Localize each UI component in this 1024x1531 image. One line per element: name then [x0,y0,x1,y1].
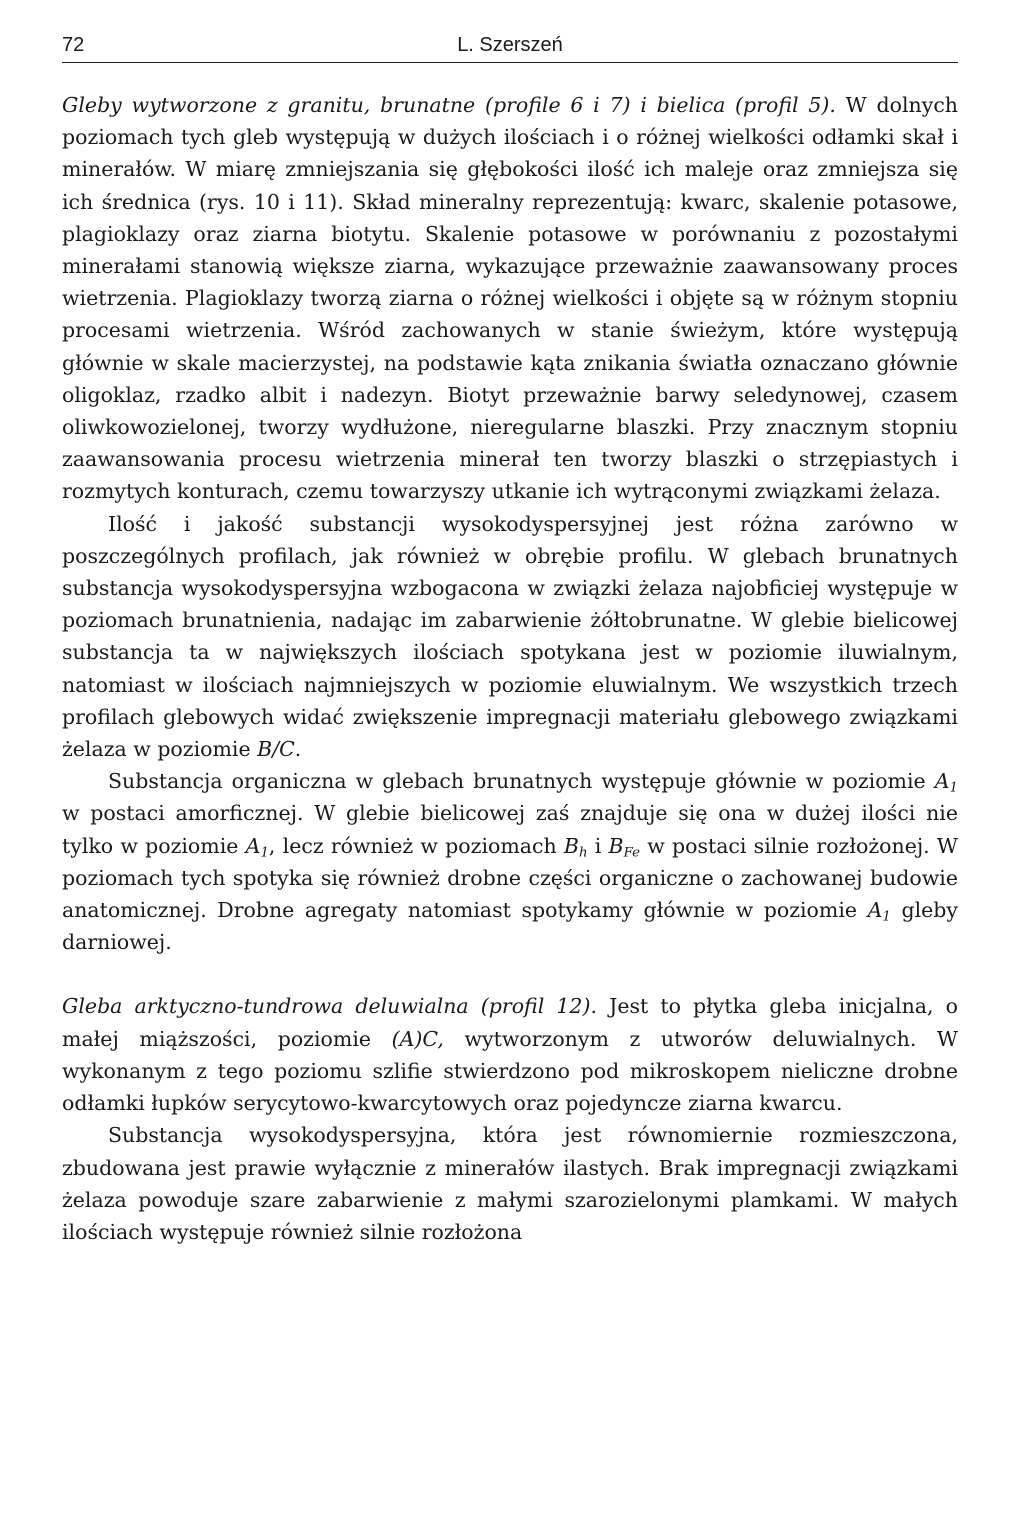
paragraph-text: Jest to płytka gleba inicjalna, o małej miąższości, poziomie [62,994,958,1051]
running-head [62,30,958,63]
running-head-author: L. Szerszeń [457,34,563,56]
paragraph-dispersed-substance [62,508,958,766]
page-number: 72 [62,34,85,56]
paragraph-text: gleby darniowej. [62,898,958,955]
paragraph-text: Substancja organiczna w glebach brunatnych występuje głównie w poziomie [108,769,935,794]
paragraph-text: , lecz również w poziomach [268,833,564,858]
body-text [62,89,958,1248]
paragraph-text: Ilość i jakość substancji wysokodyspersyjnej jest różna zarówno w poszczególnych profilach, jak również w obrębie profilu. W glebach brunatnych substancja wysokodyspersyjna wzbogacona w związki żelaza najobficiej występuje w poziomach brunatnienia, nadając im zabarwienie żółtobrunatne. W glebie bielicowej substancja ta w największych ilościach spotykana jest w poziomie iluwialnym, natomiast w ilościach najmniejszych w poziomie eluwialnym. We wszystkich trzech profilach glebowych widać zwiększenie impregnacji materiału glebowego związkami żelaza w poziomie [62,511,958,762]
horizon-symbol: $A_1$ [245,833,269,860]
paragraph-text: W dolnych poziomach tych gleb występują w dużych ilościach i o różnej wielkości odłamki skał i minerałów. W miarę zmniejszania się głębokości ilość ich maleje oraz zmniejsza się ich średnica (rys. 10 i 11). Skład mineralny reprezentują: kwarc, skalenie potasowe, plagioklazy oraz ziarna biotytu. Skalenie potasowe w porównaniu z pozostałymi minerałami stanowią większe ziarna, wykazujące przeważnie zaawansowany proces wietrzenia. Plagioklazy tworzą ziarna o różnej wielkości i objęte są w różnym stopniu procesami wietrzenia. Wśród zachowanych w stanie świeżym, które występują głównie w skale macierzystej, na podstawie kąta znikania światła oznaczano głównie oligoklaz, rzadko albit i nadezyn. Biotyt przeważnie barwy seledynowej, czasem oliwkowozielonej, tworzy wydłużone, nieregularne blaszki. Przy znacznym stopniu zaawansowania procesu wietrzenia minerał ten tworzy blaszki o strzępiastych i rozmytych konturach, czemu towarzyszy utkanie ich wytrąconymi związkami żelaza. [62,93,959,504]
paragraph-text: Substancja wysokodyspersyjna, która jest równomiernie rozmieszczona, zbudowana jest prawie wyłącznie z minerałów ilastych. Brak impregnacji związkami żelaza powoduje szare zabarwienie z małymi szarozielonymi plamkami. W małych ilościach występuje również silnie rozłożona [62,1123,958,1244]
horizon-symbol: $A_1$ [934,769,958,796]
paragraph-text: . [294,737,302,762]
paragraph-text: w postaci silnie rozłożonej. W poziomach tych spotyka się również drobne części organiczne o zachowanej budowie anatomicznej. Drobne agregaty natomiast spotykamy głównie w poziomie [62,833,958,923]
horizon-symbol: B/C [257,737,295,762]
horizon-symbol: $B_{Fe}$ [608,833,641,860]
section-heading-arctic-tundra-soil: Gleba arktyczno-tundrowa deluwialna (profil 12). [62,994,597,1019]
paragraph-organic-substance [62,765,958,958]
paragraph-granite-soils [62,89,958,508]
horizon-symbol: $A_1$ [867,898,891,925]
paragraph-text: i [587,833,609,858]
paragraph-text: wytworzonym z utworów deluwialnych. W wykonanym z tego poziomu szlifie stwierdzono pod mikroskopem nieliczne drobne odłamki łupków serycytowo-kwarcytowych oraz pojedyncze ziarna kwarcu. [62,1026,959,1116]
document-page [62,30,958,1248]
paragraph-arctic-tundra-soil [62,990,958,1119]
paragraph-text: w postaci amorficznej. W glebie bielicowej zaś znajduje się ona w dużej ilości nie tylko w poziomie [62,801,958,858]
paragraph-clay-minerals [62,1119,958,1248]
horizon-symbol: (A)C, [391,1026,444,1051]
section-heading-granite-soils: Gleby wytworzone z granitu, brunatne (profile 6 i 7) i bielica (profil 5). [62,93,836,117]
horizon-symbol: $B_h$ [563,833,588,860]
